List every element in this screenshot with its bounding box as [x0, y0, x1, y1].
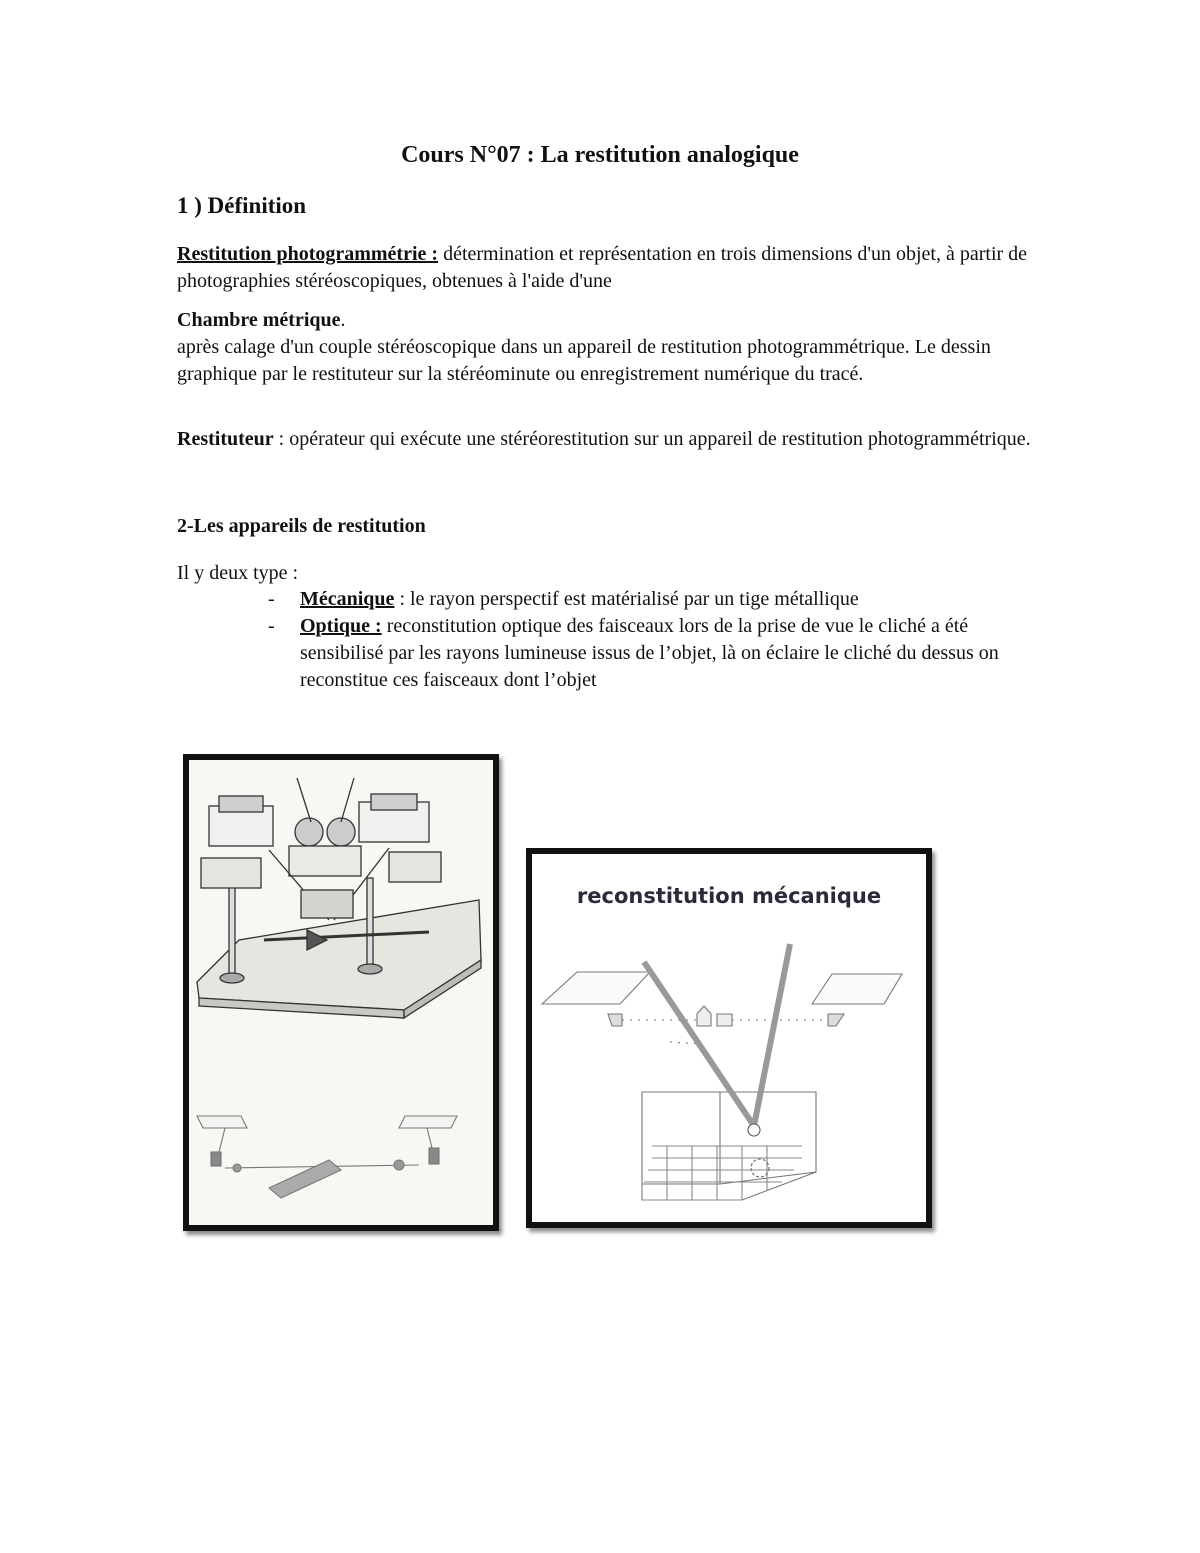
types-list: [268, 586, 1048, 694]
list-bullet: -: [268, 615, 275, 637]
list-item-term: Optique :: [300, 615, 382, 637]
restituteur-definition-text: : opérateur qui exécute une stéréorestitution sur un appareil de restitution photogrammétrique.: [273, 428, 1031, 450]
chambre-punct: .: [340, 309, 346, 331]
restitution-term: Restitution photogrammétrie :: [177, 243, 439, 265]
page-title: Cours N°07 : La restitution analogique: [401, 142, 799, 168]
section-heading-definition: 1 ) Définition: [177, 193, 307, 218]
chambre-term: Chambre métrique: [177, 309, 341, 331]
chambre-metrique-paragraph: [177, 307, 1037, 388]
types-intro: Il y deux type :: [177, 562, 299, 584]
figure-caption: reconstitution mécanique: [576, 884, 882, 908]
reconstitution-diagram: [532, 854, 926, 1222]
list-item-term: Mécanique: [300, 588, 395, 610]
chambre-definition-text: après calage d'un couple stéréoscopique dans un appareil de restitution photogrammétrique. Le dessin graphique par le restituteur sur la stéréominute ou enregistrement numérique du tracé.: [177, 336, 991, 385]
figure-reconstitution-mecanique: [526, 848, 932, 1228]
list-item: [268, 586, 1048, 613]
plotter-sketch-drawing: [189, 760, 493, 1225]
restitution-definition-text: détermination et représentation en trois dimensions d'un objet, à partir de photographies stéréoscopiques, obtenues à l'aide d'une: [177, 243, 1028, 292]
section-heading-appareils: 2-Les appareils de restitution: [177, 515, 426, 537]
list-item-text: : le rayon perspectif est matérialisé par un tige métallique: [394, 588, 859, 610]
restituteur-term: Restituteur: [177, 428, 274, 450]
figure-mechanical-plotter: [183, 754, 499, 1231]
restituteur-definition: [177, 426, 1037, 453]
list-bullet: -: [268, 588, 275, 610]
list-item-text: reconstitution optique des faisceaux lors de la prise de vue le cliché a été sensibilisé par les rayons lumineuse issus de l’objet, là on éclaire le cliché du dessus on reconstitue ces faisceaux dont l’objet: [300, 615, 999, 691]
list-item: [268, 613, 1048, 694]
restitution-definition: [177, 241, 1037, 295]
